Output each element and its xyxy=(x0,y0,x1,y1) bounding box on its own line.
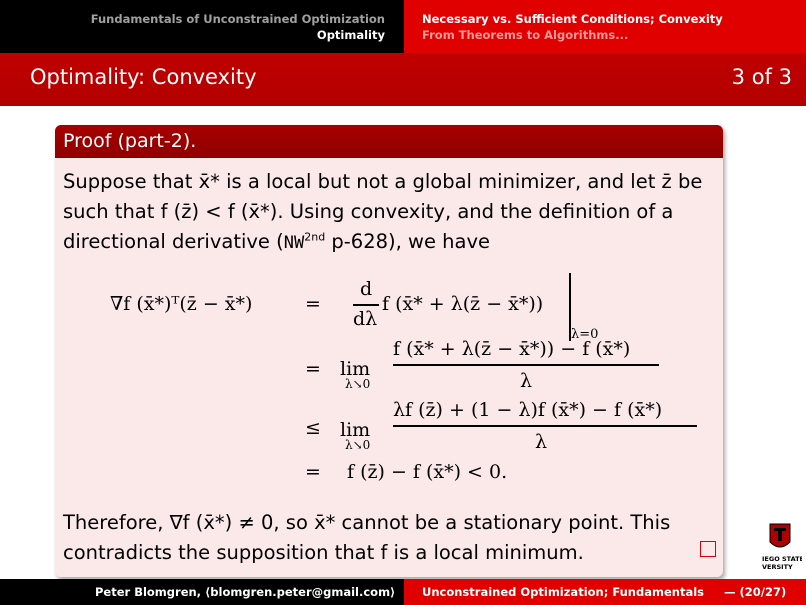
conclusion-line-1: Therefore, ∇f (x̄*) ≠ 0, so x̄* cannot be a stationary point. This xyxy=(63,511,671,534)
eq-eval-at: λ=0 xyxy=(571,327,599,342)
eq-row2-fraction-bar xyxy=(393,364,659,366)
slide-title-bar xyxy=(0,53,806,106)
eq-row4: f (z̄) − f (x̄*) < 0. xyxy=(347,461,508,483)
footer-course: Unconstrained Optimization; Fundamentals xyxy=(422,585,704,599)
intro-line-3-end: p-628), we have xyxy=(325,230,490,253)
eq-deriv-num: d xyxy=(360,278,373,300)
eq-lhs: ∇f (x̄*)ᵀ(z̄ − x̄*) xyxy=(110,293,253,315)
eq-row2-denominator: λ xyxy=(520,370,533,392)
reference-superscript: 2nd xyxy=(304,230,326,244)
nav-next-subsection[interactable]: From Theorems to Algorithms... xyxy=(422,28,629,42)
intro-line-2: such that f (z̄) < f (x̄*). Using convexity, and the definition of a xyxy=(63,200,674,223)
eq-lim-2: lim xyxy=(340,358,371,380)
nav-section-title[interactable]: Fundamentals of Unconstrained Optimization xyxy=(90,12,385,26)
eq-rel-4: = xyxy=(305,461,321,483)
footer-right xyxy=(404,579,806,605)
eq-rel-3: ≤ xyxy=(305,417,321,439)
proof-block-header xyxy=(55,125,723,158)
eq-deriv-den: dλ xyxy=(353,308,378,330)
university-logo xyxy=(758,520,802,572)
logo-text-2: VERSITY xyxy=(762,563,793,571)
eq-rel-1: = xyxy=(305,293,321,315)
nav-section-subtitle[interactable]: Optimality xyxy=(316,28,385,42)
nav-section-right[interactable] xyxy=(404,0,806,53)
eq-row3-numerator: λf (z̄) + (1 − λ)f (x̄*) − f (x̄*) xyxy=(393,399,663,421)
eq-row3-fraction-bar xyxy=(393,425,697,427)
footer-frame-counter: — (20/27) xyxy=(724,585,787,599)
eq-deriv-fraction-bar xyxy=(353,304,379,306)
footer-left xyxy=(0,579,397,605)
slide-page-counter: 3 of 3 xyxy=(731,65,792,89)
eq-row2-numerator: f (x̄* + λ(z̄ − x̄*)) − f (x̄*) xyxy=(393,338,631,360)
eq-rel-2: = xyxy=(305,358,321,380)
intro-line-3-start: directional derivative ( xyxy=(63,230,284,253)
eq-lim-sub-2: λ↘0 xyxy=(345,377,371,391)
slide-title: Optimality: Convexity xyxy=(30,65,257,89)
nav-section-left[interactable] xyxy=(0,0,397,53)
footer-author: Peter Blomgren, ⟨blomgren.peter@gmail.com⟩ xyxy=(95,585,396,599)
intro-line-1: Suppose that x̄* is a local but not a global minimizer, and let z̄ be xyxy=(63,170,703,193)
eq-lim-sub-3: λ↘0 xyxy=(345,438,371,452)
conclusion-line-2: contradicts the supposition that f is a local minimum. xyxy=(63,541,584,564)
eq-row3-denominator: λ xyxy=(535,431,548,453)
intro-line-3 xyxy=(63,230,490,253)
footer-bar xyxy=(0,579,806,605)
proof-block xyxy=(55,125,723,577)
qed-box-icon xyxy=(700,541,716,557)
eq-lim-3: lim xyxy=(340,419,371,441)
proof-block-title: Proof (part-2). xyxy=(63,130,197,152)
nav-current-subsection[interactable]: Necessary vs. Sufficient Conditions; Convexity xyxy=(422,12,723,26)
university-seal-icon xyxy=(758,520,802,572)
reference-nw: NW xyxy=(283,233,305,253)
eq-row1-expr: f (x̄* + λ(z̄ − x̄*)) xyxy=(382,293,544,315)
logo-text-1: IEGO STATE xyxy=(762,555,802,563)
top-navigation-bar xyxy=(0,0,806,53)
